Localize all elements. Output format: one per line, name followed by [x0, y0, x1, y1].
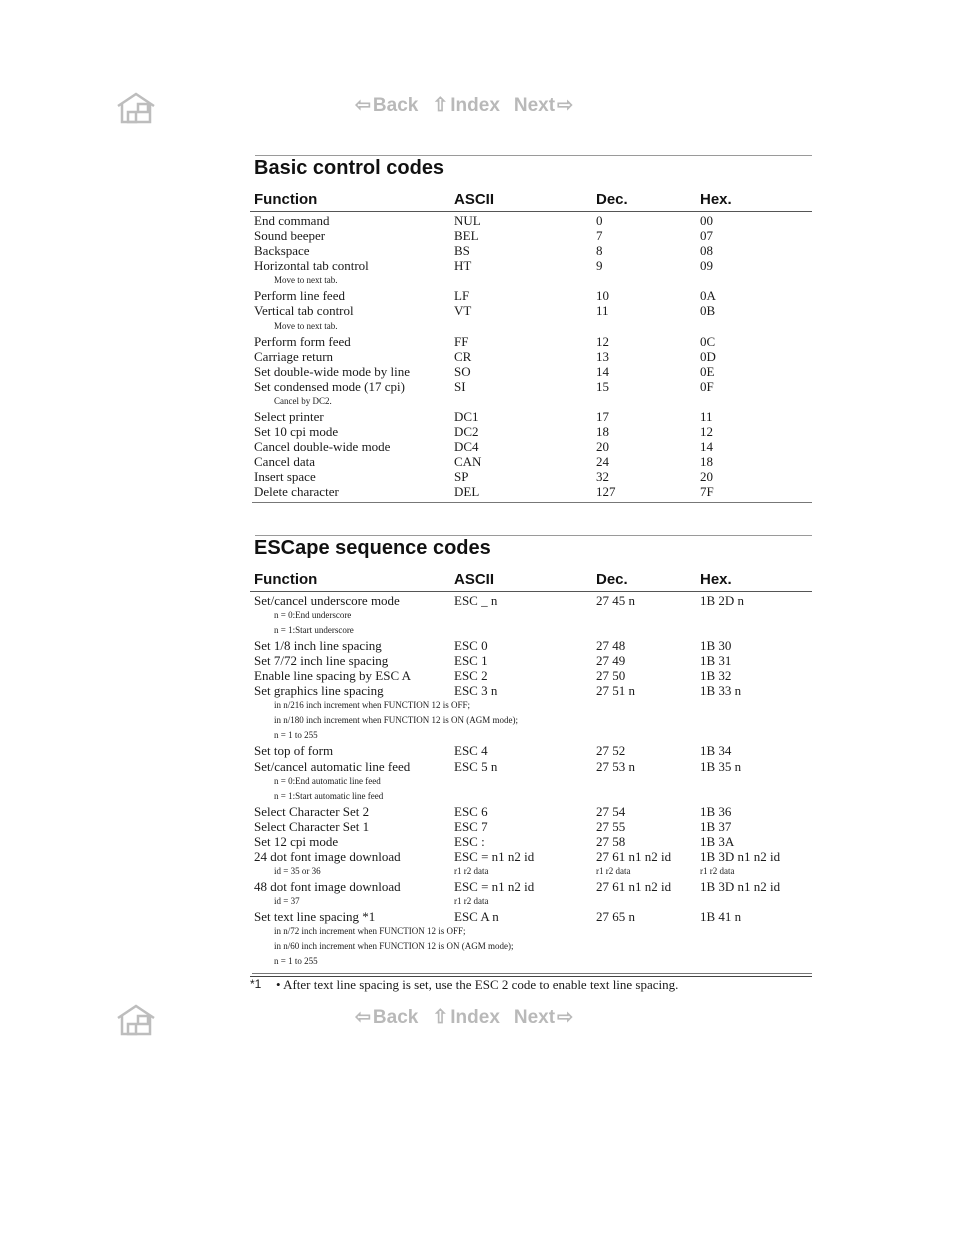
hex-cell: 1B 3D n1 n2 id: [700, 848, 781, 864]
dec-cell: 32: [596, 469, 609, 485]
arrow-right-icon: ⇨: [557, 1007, 573, 1028]
function-cell: Set/cancel underscore mode: [254, 593, 400, 608]
function-cell: Delete character: [254, 484, 339, 500]
header-hex: Hex.: [700, 191, 732, 208]
table-row: [250, 334, 812, 349]
table-row: [250, 484, 812, 499]
table-header: [250, 571, 812, 592]
table-row: [250, 834, 812, 849]
table-row: [250, 258, 812, 273]
ascii-cell: VT: [454, 303, 472, 319]
table-row: [250, 653, 812, 668]
function-cell: Perform form feed: [254, 333, 351, 349]
note-text: n = 1:Start underscore: [274, 625, 354, 636]
next-label: Next: [513, 1006, 556, 1028]
table-row: [250, 849, 812, 864]
dec-cell: 27 53 n: [596, 758, 635, 774]
dec-cell: 27 55: [596, 818, 626, 834]
function-cell: Select printer: [254, 408, 324, 424]
ascii-cell: ESC 3 n: [454, 683, 498, 699]
ascii-cell: ESC _ n: [454, 593, 498, 608]
hex-cell: 1B 2D n: [700, 593, 745, 608]
dec-cell: 127: [596, 484, 616, 500]
table-note-row: [250, 894, 812, 909]
ascii-cell: DC2: [454, 424, 479, 440]
hex-cell: 0D: [700, 348, 716, 364]
dec-cell: 15: [596, 378, 609, 394]
hex-cell: 0E: [700, 363, 715, 379]
ascii-cell: ESC A n: [454, 909, 499, 925]
footnote-mark: *1: [250, 977, 262, 991]
table-row: [250, 668, 812, 683]
table-note-row: [250, 954, 812, 969]
table-note-row: [250, 623, 812, 638]
function-cell: Set text line spacing *1: [254, 909, 376, 925]
dec-cell: 27 58: [596, 833, 626, 849]
dec-cell: 7: [596, 228, 603, 244]
hex-cell: 12: [700, 424, 713, 440]
dec-cell: 27 52: [596, 743, 626, 759]
header-hex: Hex.: [700, 571, 732, 588]
ascii-cell: DC4: [454, 439, 479, 455]
table-row: [250, 379, 812, 394]
note-text: Cancel by DC2.: [274, 395, 332, 406]
table-header: [250, 191, 812, 212]
ascii-cell: SO: [454, 363, 471, 379]
hex-cell: 1B 36: [700, 803, 732, 819]
ascii-cell: BS: [454, 243, 470, 259]
dec-cell: 18: [596, 424, 609, 440]
dec-cell: 27 51 n: [596, 683, 635, 699]
table-note-row: [250, 728, 812, 743]
table-row: [250, 454, 812, 469]
ascii-cell: ESC 5 n: [454, 758, 498, 774]
dec-cell: 17: [596, 408, 609, 424]
section-title: ESCape sequence codes: [254, 537, 491, 559]
ascii-cell: ESC 7: [454, 818, 488, 834]
table-row: [250, 804, 812, 819]
table-row: [250, 243, 812, 258]
arrow-left-icon: ⇦: [355, 95, 371, 116]
hex-cell: 1B 30: [700, 638, 732, 654]
hex-cell: 1B 41 n: [700, 909, 742, 925]
basic-table-body: [250, 213, 812, 500]
next-label: Next: [513, 94, 556, 116]
function-cell: Set double-wide mode by line: [254, 363, 410, 379]
table-row: [250, 424, 812, 439]
table-row: [250, 349, 812, 364]
note-text: n = 0:End underscore: [274, 610, 352, 621]
function-cell: Cancel data: [254, 454, 315, 470]
ascii-cell: ESC = n1 n2 id: [454, 848, 535, 864]
back-label: Back: [372, 1006, 419, 1028]
hex-cell: 1B 35 n: [700, 758, 742, 774]
function-cell: Sound beeper: [254, 228, 326, 244]
hex-cell: 0F: [700, 378, 714, 394]
table-note-row: [250, 394, 812, 409]
note-text: Move to next tab.: [274, 320, 338, 331]
index-link[interactable]: [432, 94, 500, 117]
table-note-row: [250, 939, 812, 954]
section-rule: [255, 535, 812, 536]
ascii-cell: SI: [454, 378, 466, 394]
ascii-cell: FF: [454, 333, 469, 349]
header-ascii: ASCII: [454, 571, 495, 588]
dec-cell: 13: [596, 348, 609, 364]
dec-cell: 0: [596, 213, 603, 228]
dec-cell: 27 45 n: [596, 593, 635, 608]
hex-cell: 1B 31: [700, 653, 732, 669]
function-cell: Set graphics line spacing: [254, 683, 384, 699]
ascii-cell: ESC 6: [454, 803, 488, 819]
function-cell: Set 1/8 inch line spacing: [254, 638, 382, 654]
table-row: [250, 819, 812, 834]
table-row: [250, 439, 812, 454]
note-text: in n/60 inch increment when FUNCTION 12 is ON (AGM mode);: [274, 941, 514, 952]
section-title: Basic control codes: [254, 157, 445, 179]
hex-cell: 00: [700, 213, 713, 228]
table-note-row: [250, 864, 812, 879]
hex-cell: 7F: [700, 484, 714, 500]
dec-cell: r1 r2 data: [596, 866, 631, 877]
function-cell: Set condensed mode (17 cpi): [254, 378, 405, 394]
index-label: Index: [450, 94, 500, 116]
note-text: id = 35 or 36: [274, 866, 321, 877]
section-rule: [255, 155, 812, 156]
dec-cell: 9: [596, 258, 603, 274]
back-link[interactable]: [355, 94, 418, 117]
bottom-navigation: [0, 1000, 954, 1040]
table-row: [250, 879, 812, 894]
ascii-cell: BEL: [454, 228, 479, 244]
dec-cell: 27 54: [596, 803, 626, 819]
ascii-cell: ESC 1: [454, 653, 488, 669]
ascii-cell: r1 r2 data: [454, 896, 489, 907]
dec-cell: 14: [596, 363, 609, 379]
ascii-cell: CR: [454, 348, 472, 364]
ascii-cell: LF: [454, 288, 470, 304]
function-cell: 24 dot font image download: [254, 848, 401, 864]
esc-table-body: [250, 593, 812, 969]
footnote: [250, 976, 812, 992]
index-link[interactable]: [432, 1006, 500, 1029]
table-row: [250, 303, 812, 318]
function-cell: Set 10 cpi mode: [254, 424, 339, 440]
hex-cell: 1B 34: [700, 743, 732, 759]
dec-cell: 27 49: [596, 653, 626, 669]
header-function: Function: [254, 571, 318, 588]
index-label: Index: [450, 1006, 500, 1028]
function-cell: Set/cancel automatic line feed: [254, 758, 411, 774]
dec-cell: 27 61 n1 n2 id: [596, 848, 672, 864]
hex-cell: 0C: [700, 333, 716, 349]
table-row: [250, 743, 812, 758]
table-note-row: [250, 698, 812, 713]
nav-links: [355, 94, 573, 117]
function-cell: End command: [254, 213, 330, 228]
hex-cell: 1B 3A: [700, 833, 735, 849]
table-bottom-rule: [252, 973, 812, 974]
ascii-cell: ESC 2: [454, 668, 488, 684]
home-icon[interactable]: [116, 1002, 156, 1038]
table-row: [250, 683, 812, 698]
ascii-cell: ESC 0: [454, 638, 488, 654]
ascii-cell: ESC = n1 n2 id: [454, 879, 535, 895]
dec-cell: 20: [596, 439, 609, 455]
function-cell: Cancel double-wide mode: [254, 439, 391, 455]
ascii-cell: CAN: [454, 454, 482, 470]
dec-cell: 12: [596, 333, 609, 349]
table-note-row: [250, 319, 812, 334]
note-text: n = 1 to 255: [274, 730, 318, 741]
hex-cell: r1 r2 data: [700, 866, 735, 877]
dec-cell: 11: [596, 303, 609, 319]
table-row: [250, 909, 812, 924]
table-row: [250, 228, 812, 243]
note-text: in n/180 inch increment when FUNCTION 12 is ON (AGM mode);: [274, 715, 518, 726]
table-row: [250, 288, 812, 303]
header-ascii: ASCII: [454, 191, 495, 208]
hex-cell: 0A: [700, 288, 716, 304]
function-cell: Insert space: [254, 469, 316, 485]
dec-cell: 24: [596, 454, 609, 470]
function-cell: Vertical tab control: [254, 303, 354, 319]
hex-cell: 14: [700, 439, 713, 455]
ascii-cell: ESC 4: [454, 743, 488, 759]
arrow-up-icon: ⇧: [432, 1007, 449, 1028]
ascii-cell: SP: [454, 469, 469, 485]
note-text: Move to next tab.: [274, 275, 338, 286]
hex-cell: 1B 32: [700, 668, 732, 684]
ascii-cell: r1 r2 data: [454, 866, 489, 877]
table-row: [250, 469, 812, 484]
back-label: Back: [372, 94, 419, 116]
hex-cell: 1B 3D n1 n2 id: [700, 879, 781, 895]
function-cell: Perform line feed: [254, 288, 345, 304]
function-cell: Horizontal tab control: [254, 258, 369, 274]
table-note-row: [250, 789, 812, 804]
table-row: [250, 638, 812, 653]
table-note-row: [250, 608, 812, 623]
hex-cell: 07: [700, 228, 713, 244]
hex-cell: 20: [700, 469, 713, 485]
dec-cell: 27 50: [596, 668, 626, 684]
table-row: [250, 593, 812, 608]
note-text: n = 1 to 255: [274, 956, 318, 967]
header-dec: Dec.: [596, 191, 628, 208]
arrow-right-icon: ⇨: [557, 95, 573, 116]
function-cell: Enable line spacing by ESC A: [254, 668, 412, 684]
note-text: in n/72 inch increment when FUNCTION 12 is OFF;: [274, 926, 466, 937]
dec-cell: 27 65 n: [596, 909, 635, 925]
table-note-row: [250, 713, 812, 728]
home-icon[interactable]: [116, 90, 156, 126]
function-cell: Select Character Set 2: [254, 803, 370, 819]
table-note-row: [250, 924, 812, 939]
function-cell: Set 12 cpi mode: [254, 833, 339, 849]
ascii-cell: ESC :: [454, 833, 485, 849]
dec-cell: 8: [596, 243, 603, 259]
dec-cell: 10: [596, 288, 609, 304]
function-cell: Carriage return: [254, 348, 334, 364]
ascii-cell: DC1: [454, 408, 479, 424]
table-row: [250, 364, 812, 379]
back-link[interactable]: [355, 1006, 418, 1029]
table-row: [250, 213, 812, 228]
ascii-cell: HT: [454, 258, 472, 274]
ascii-cell: DEL: [454, 484, 480, 500]
footnote-text: • After text line spacing is set, use the ESC 2 code to enable text line spacing.: [276, 977, 679, 992]
table-note-row: [250, 273, 812, 288]
hex-cell: 1B 33 n: [700, 683, 742, 699]
hex-cell: 18: [700, 454, 713, 470]
function-cell: Backspace: [254, 243, 310, 259]
hex-cell: 11: [700, 408, 713, 424]
ascii-cell: NUL: [454, 213, 481, 228]
hex-cell: 0B: [700, 303, 716, 319]
table-bottom-rule: [252, 502, 812, 503]
hex-cell: 1B 37: [700, 818, 732, 834]
header-dec: Dec.: [596, 571, 628, 588]
function-cell: 48 dot font image download: [254, 879, 401, 895]
table-row: [250, 409, 812, 424]
dec-cell: 27 61 n1 n2 id: [596, 879, 672, 895]
nav-links: [355, 1006, 573, 1029]
function-cell: Select Character Set 1: [254, 818, 370, 834]
function-cell: Set top of form: [254, 743, 334, 759]
note-text: in n/216 inch increment when FUNCTION 12 is OFF;: [274, 700, 470, 711]
table-row: [250, 759, 812, 774]
note-text: id = 37: [274, 896, 300, 907]
arrow-left-icon: ⇦: [355, 1007, 371, 1028]
function-cell: Set 7/72 inch line spacing: [254, 653, 389, 669]
next-link[interactable]: [514, 1006, 573, 1029]
hex-cell: 09: [700, 258, 713, 274]
note-text: n = 0:End automatic line feed: [274, 775, 381, 786]
arrow-up-icon: ⇧: [432, 95, 449, 116]
top-navigation: [0, 88, 954, 128]
hex-cell: 08: [700, 243, 713, 259]
dec-cell: 27 48: [596, 638, 626, 654]
table-note-row: [250, 774, 812, 789]
header-function: Function: [254, 191, 318, 208]
note-text: n = 1:Start automatic line feed: [274, 790, 384, 801]
next-link[interactable]: [514, 94, 573, 117]
